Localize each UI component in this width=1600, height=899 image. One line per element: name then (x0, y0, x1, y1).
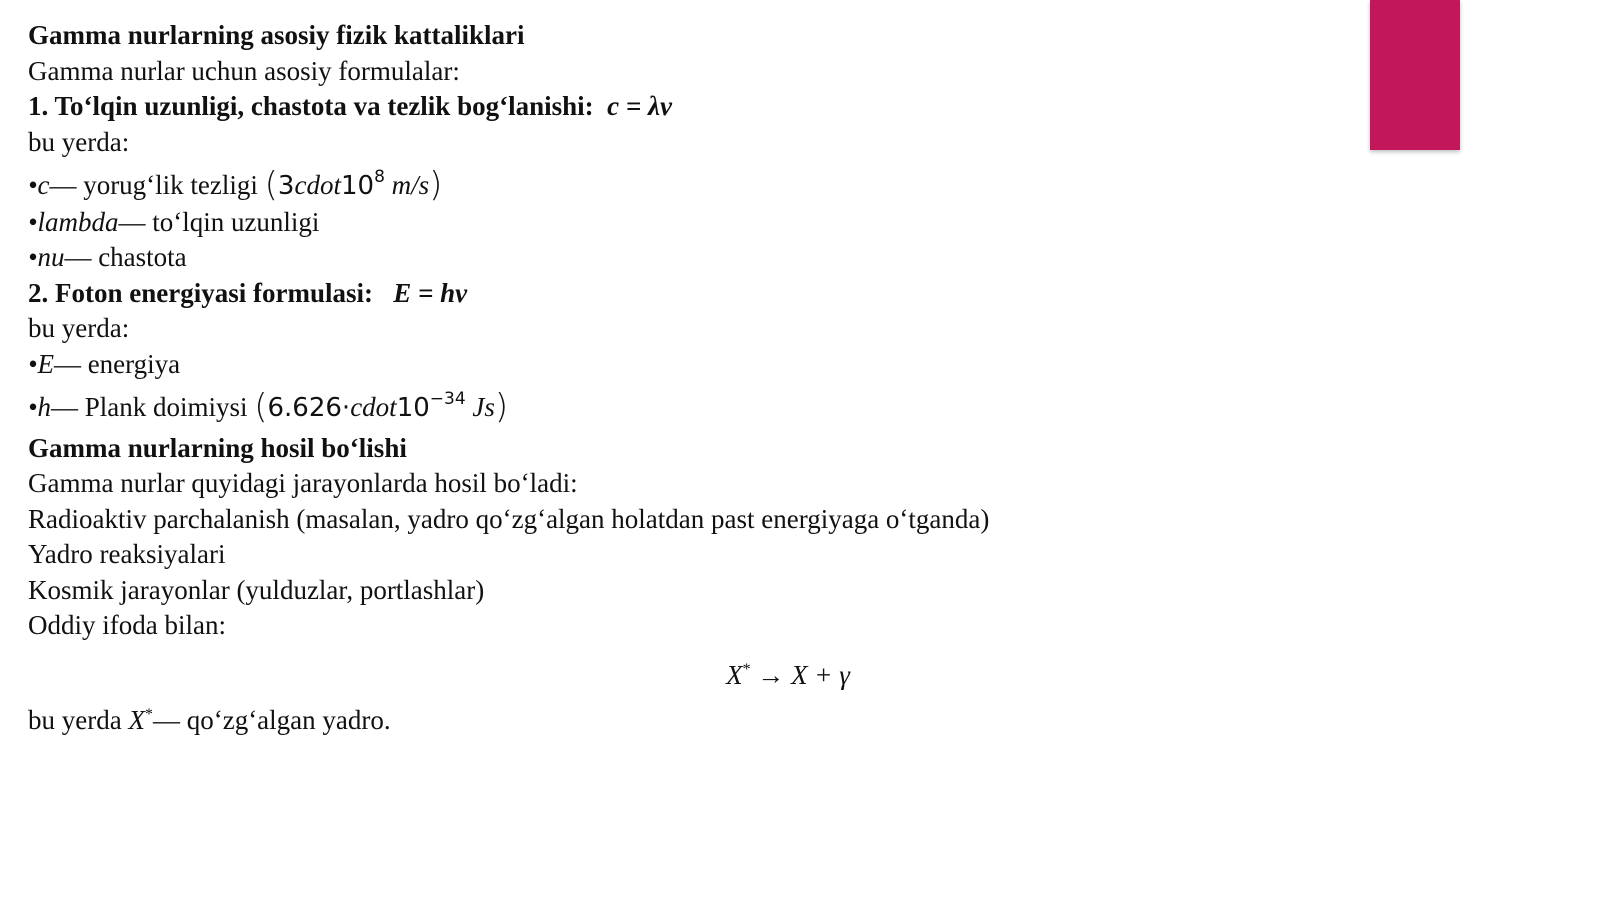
section3-intro: Gamma nurlar quyidagi jarayonlarda hosil bo‘ladi: (28, 468, 578, 498)
footer-symbol: X (128, 705, 145, 735)
c-definition (28, 160, 1328, 205)
h-definition (28, 382, 1328, 427)
slide-content (28, 18, 1328, 739)
h-value-base: 10 (396, 393, 430, 423)
footer-description: — qo‘zg‘algan yadro. (152, 705, 391, 735)
list-item: Radioaktiv parchalanish (masalan, yadro qo‘zg‘algan holatdan past energiyaga o‘tganda) (28, 503, 990, 534)
decorative-accent-bar (1370, 0, 1460, 150)
close-paren: ) (429, 165, 443, 205)
c-value-base: 10 (340, 171, 375, 201)
section1-heading-text: 1. To‘lqin uzunligi, chastota va tezlik bog‘lanishi: (28, 91, 594, 121)
h-value-unit: Js (472, 392, 495, 422)
lambda-definition (28, 205, 1328, 241)
footer-star: * (144, 706, 153, 723)
equation-rest: → X + γ (750, 659, 850, 690)
footer-line (28, 697, 1328, 739)
decay-equation (28, 652, 1548, 694)
section1-where: bu yerda: (28, 126, 130, 157)
h-description: — Plank doimiysi (50, 392, 248, 422)
nu-definition (28, 240, 1328, 276)
section1-heading (28, 89, 1328, 125)
section3-heading: Gamma nurlarning hosil bo‘lishi (28, 432, 407, 463)
lambda-description: — to‘lqin uzunligi (118, 206, 320, 237)
open-paren: ( (254, 387, 268, 427)
h-symbol: •h (28, 392, 51, 422)
list-item: Kosmik jarayonlar (yulduzlar, portlashlar) (28, 574, 485, 605)
simple-expression-label: Oddiy ifoda bilan: (28, 610, 226, 640)
section1-formula: c = λν (607, 91, 672, 121)
intro-text: Gamma nurlar uchun asosiy formulalar: (28, 55, 460, 86)
h-value-number: 6.626· (267, 393, 351, 423)
e-definition (28, 347, 1328, 383)
c-symbol: •c (28, 170, 50, 200)
section2-formula: E = hν (393, 277, 468, 308)
section2-where: bu yerda: (28, 313, 130, 343)
equation-lhs: X (726, 659, 743, 690)
section2-heading (28, 276, 1328, 312)
e-description: — energiya (53, 348, 181, 379)
footer-prefix: bu yerda (28, 705, 129, 735)
c-value-cdot: cdot (294, 170, 341, 200)
lambda-symbol: •lambda (28, 206, 119, 237)
nu-description: — chastota (64, 242, 187, 272)
slide-title: Gamma nurlarning asosiy fizik kattaliklari (28, 20, 525, 50)
c-description: — yorug‘lik tezligi (49, 170, 258, 200)
c-value-exponent: 8 (374, 167, 385, 187)
e-symbol: •E (28, 348, 54, 379)
nu-symbol: •nu (28, 242, 65, 272)
h-value-exponent: −34 (429, 389, 466, 409)
open-paren: ( (264, 165, 278, 205)
h-value-cdot: cdot (350, 392, 397, 422)
c-value-unit: m/s (391, 170, 430, 200)
c-value-number: 3 (277, 171, 295, 201)
section2-heading-text: 2. Foton energiyasi formulasi: (28, 277, 373, 308)
equation-star: * (742, 660, 751, 678)
list-item: Yadro reaksiyalari (28, 539, 226, 569)
close-paren: ) (494, 387, 509, 427)
